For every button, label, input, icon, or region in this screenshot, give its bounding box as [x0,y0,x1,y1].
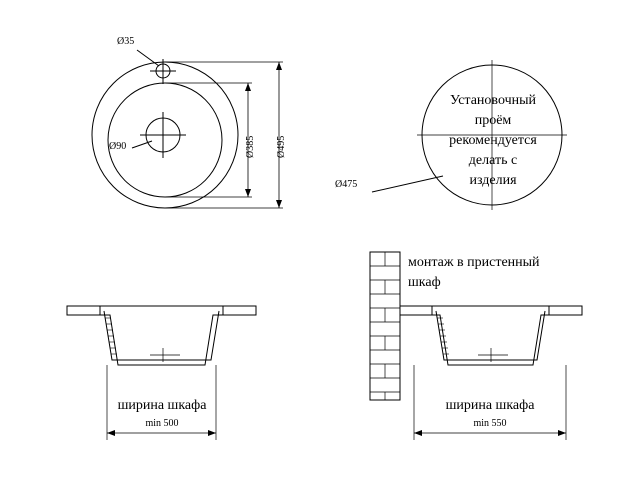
left-sink-inner [104,311,219,360]
left-cab-arrow-r [208,430,216,436]
wall-mount-title-line-2: шкаф [408,275,441,290]
right-cabinet-width-label: ширина шкафа [445,398,535,413]
wall-brick-pattern [370,252,400,400]
left-cabinet-width-min: min 500 [145,418,179,429]
arrow-495-top [276,62,282,70]
cutout-note-line-3: рекомендуется [449,133,537,148]
label-drain-hole-diameter: Ø90 [109,141,127,152]
label-cutout-diameter: Ø475 [335,179,358,190]
arrow-495-bottom [276,200,282,208]
right-worktop-right [549,306,582,315]
wall-mount-title-line-1: монтаж в пристенный [408,255,540,270]
right-sink-hatch [437,318,449,354]
left-cab-arrow-l [107,430,115,436]
cutout-note-line-5: изделия [469,173,517,188]
bowl-circle [108,83,222,197]
label-outer-diameter: Ø495 [276,135,287,158]
cutout-note-line-4: делать с [468,153,518,168]
cutout-note-line-2: проём [474,113,512,128]
left-worktop-right [223,306,256,315]
label-tap-hole-diameter: Ø35 [117,36,135,47]
label-bowl-diameter: Ø385 [245,135,256,158]
arrow-385-bottom [245,189,251,197]
right-cab-arrow-r [558,430,566,436]
right-sink-outline [432,306,549,365]
left-sink-outline [100,306,223,365]
arrow-385-top [245,83,251,91]
right-worktop-left [400,306,432,315]
left-worktop-left [67,306,100,315]
right-sink-inner [436,311,545,360]
right-cabinet-width-min: min 550 [473,418,507,429]
right-cab-arrow-l [414,430,422,436]
left-cabinet-width-label: ширина шкафа [117,398,207,413]
cutout-note-line-1: Установочный [449,93,537,108]
plan-view-group [92,50,238,208]
